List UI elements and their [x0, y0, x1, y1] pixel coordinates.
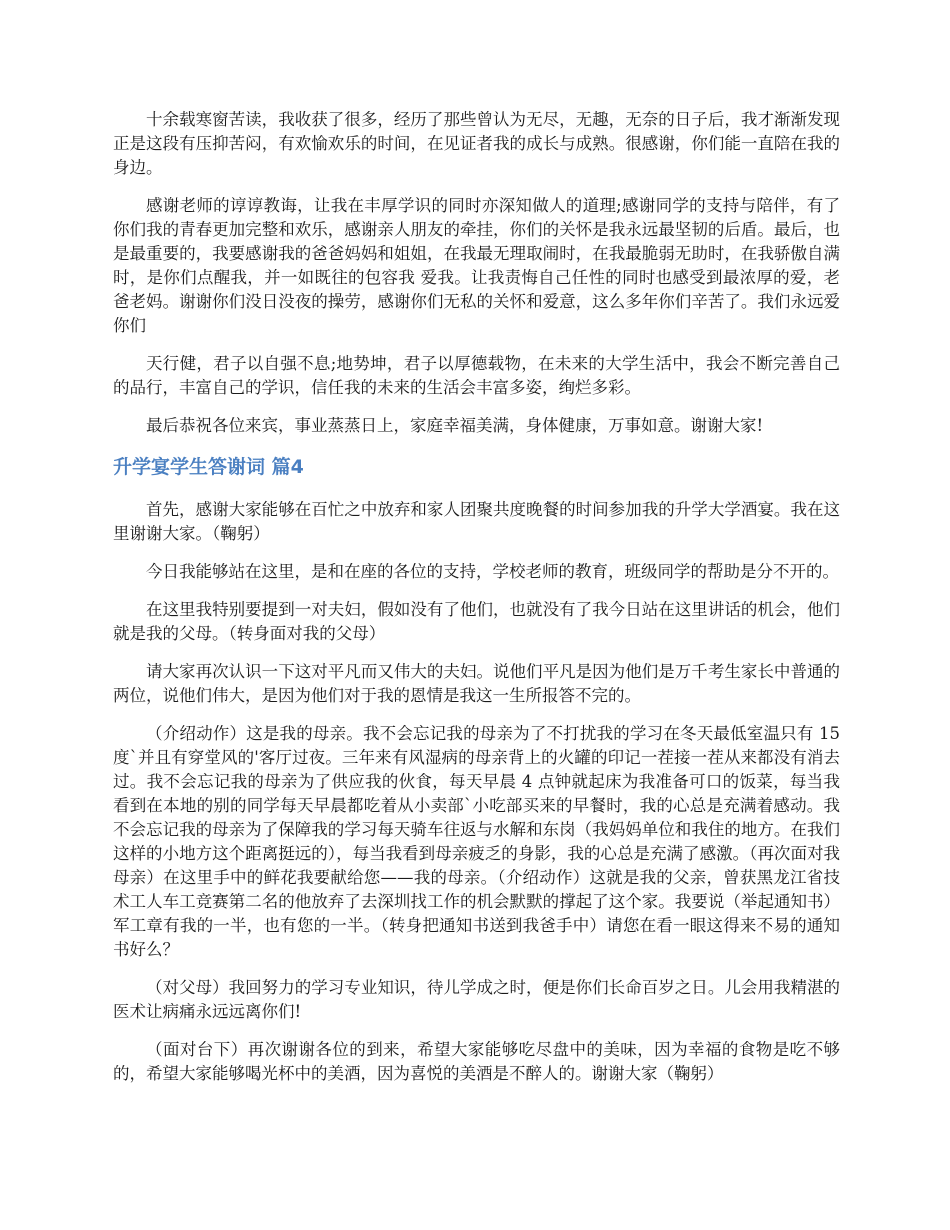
paragraph: 今日我能够站在这里，是和在座的各位的支持，学校老师的教育，班级同学的帮助是分不开的。 — [146, 562, 839, 581]
paragraph: （介绍动作）这是我的母亲。我不会忘记我的母亲为了不打扰我的学习在冬天最低室温只有 15 度`并且有穿堂风的'客厅过夜。三年来有风湿病的母亲背上的火罐的印记一茬接一茬从来都没有消去过。我不会忘记我的母亲为了供应我的伙食，每天早晨 4 点钟就起床为我准备可口的饭菜，每当我看到在本地的别的同学每天早晨都吃着从小卖部`小吃部买来的早餐时，我的心总是充满着感动。我不会忘记我的母亲为了保障我的学习每天骑车往返与水解和东岗（我妈妈单位和我住的地方。在我们这样的小地方这个距离挺远的），每当我看到母亲疲乏的身影，我的心总是充满了感激。（再次面对我母亲）在这里手中的鲜花我要献给您——我的母亲。（介绍动作）这就是我的父亲，曾获黑龙江省技术工人车工竞赛第二名的他放弃了去深圳找工作的机会默默的撑起了这个家。我要说（举起通知书）军工章有我的一半，也有您的一半。（转身把通知书送到我爸手中）请您在看一眼这得来不易的通知书好么？ — [113, 724, 840, 959]
section-4 — [113, 498, 840, 1086]
section-previous — [113, 108, 840, 438]
paragraph: （对父母）我回努力的学习专业知识，待儿学成之时，便是你们长命百岁之日。儿会用我精湛的医术让病痛永远远离你们! — [113, 978, 840, 1021]
paragraph: 十余载寒窗苦读，我收获了很多，经历了那些曾认为无尽，无趣，无奈的日子后，我才渐渐发现正是这段有压抑苦闷，有欢愉欢乐的时间，在见证者我的成长与成熟。很感谢，你们能一直陪在我的身边。 — [113, 110, 840, 177]
section-heading: 升学宴学生答谢词 篇4 — [113, 456, 304, 478]
paragraph: 最后恭祝各位来宾，事业蒸蒸日上，家庭幸福美满，身体健康，万事如意。谢谢大家! — [146, 416, 764, 435]
document-page — [113, 108, 840, 1100]
paragraph: 请大家再次认识一下这对平凡而又伟大的夫妇。说他们平凡是因为他们是万千考生家长中普通的两位，说他们伟大，是因为他们对于我的恩情是我这一生所报答不完的。 — [113, 662, 840, 705]
paragraph: 在这里我特别要提到一对夫妇，假如没有了他们，也就没有了我今日站在这里讲话的机会，他们就是我的父母。（转身面对我的父母） — [113, 600, 840, 643]
paragraph: 天行健，君子以自强不息;地势坤，君子以厚德载物，在未来的大学生活中，我会不断完善自己的品行，丰富自己的学识，信任我的未来的生活会丰富多姿，绚烂多彩。 — [113, 354, 840, 397]
paragraph: （面对台下）再次谢谢各位的到来，希望大家能够吃尽盘中的美味，因为幸福的食物是吃不够的，希望大家能够喝光杯中的美酒，因为喜悦的美酒是不醉人的。谢谢大家（鞠躬） — [113, 1040, 840, 1083]
paragraph: 首先，感谢大家能够在百忙之中放弃和家人团聚共度晚餐的时间参加我的升学大学酒宴。我在这里谢谢大家。（鞠躬） — [113, 500, 840, 543]
paragraph: 感谢老师的谆谆教诲，让我在丰厚学识的同时亦深知做人的道理;感谢同学的支持与陪伴，有了你们我的青春更加完整和欢乐，感谢亲人朋友的牵挂，你们的关怀是我永远最坚韧的后盾。最后，也是最重要的，我要感谢我的爸爸妈妈和姐姐，在我最无理取闹时，在我最脆弱无助时，在我骄傲自满时，是你们点醒我，并一如既往的包容我 爱我。让我责悔自己任性的同时也感受到最浓厚的爱，老爸老妈。谢谢你们没日没夜的操劳，感谢你们无私的关怀和爱意，这么多年你们辛苦了。我们永远爱你们 — [113, 196, 840, 335]
